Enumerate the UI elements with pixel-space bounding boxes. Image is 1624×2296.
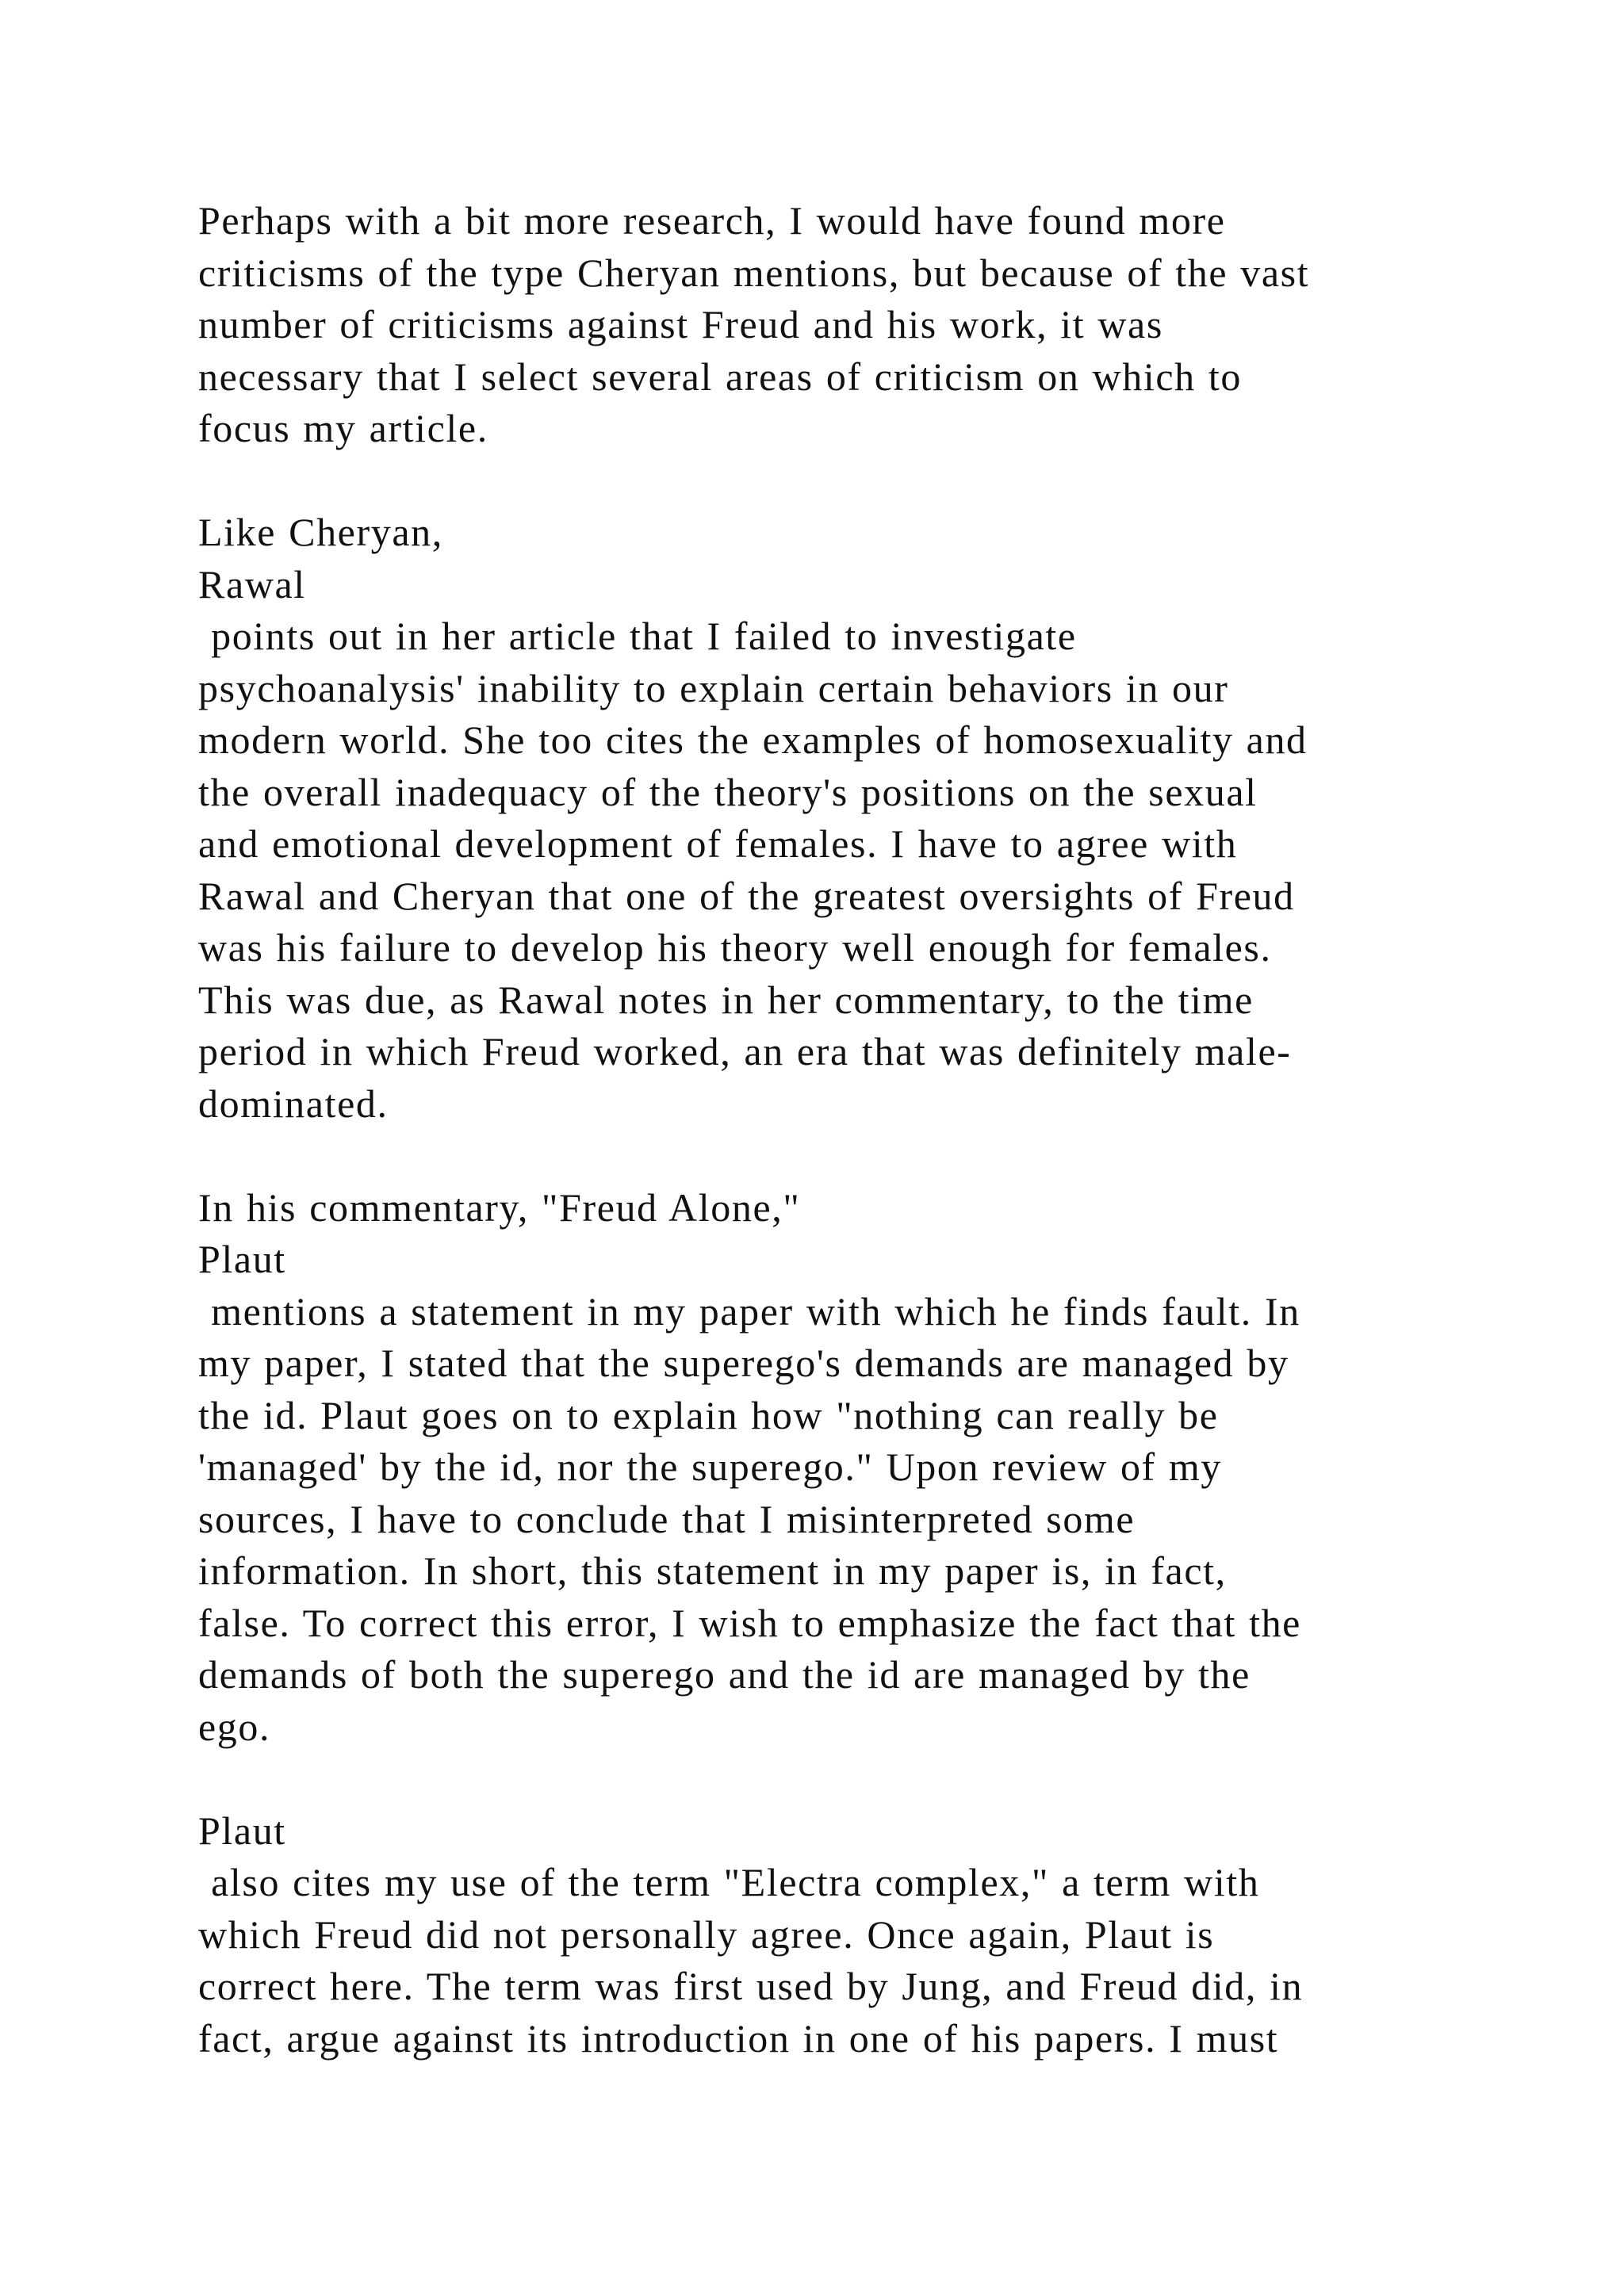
text-line: Rawal and Cheryan that one of the greatest oversights of Freud bbox=[198, 873, 1295, 918]
text-line: dominated. bbox=[198, 1081, 389, 1126]
paragraph-1 bbox=[198, 195, 1562, 455]
text-line: Like Cheryan, bbox=[198, 510, 443, 554]
text-line: mentions a statement in my paper with which he finds fault. In bbox=[198, 1288, 1300, 1334]
text-line: criticisms of the type Cheryan mentions, but because of the vast bbox=[198, 250, 1310, 295]
text-line: information. In short, this statement in my paper is, in fact, bbox=[198, 1548, 1227, 1593]
text-line: fact, argue against its introduction in one of his papers. I must bbox=[198, 2015, 1279, 2061]
text-line: 'managed' by the id, nor the superego." Upon review of my bbox=[198, 1445, 1222, 1489]
text-line: which Freud did not personally agree. Once again, Plaut is bbox=[198, 1911, 1215, 1957]
text-line: This was due, as Rawal notes in her commentary, to the time bbox=[198, 977, 1254, 1022]
text-line: false. To correct this error, I wish to emphasize the fact that the bbox=[198, 1600, 1301, 1645]
text-line: period in which Freud worked, an era that was definitely male- bbox=[198, 1029, 1292, 1073]
text-line: demands of both the superego and the id are managed by the bbox=[198, 1652, 1251, 1697]
paragraph-4 bbox=[198, 1805, 1562, 2065]
text-line: Plaut bbox=[198, 1237, 286, 1281]
paragraph-2 bbox=[198, 507, 1562, 1130]
paragraph-gap bbox=[198, 1753, 1562, 1805]
text-line: psychoanalysis' inability to explain certain behaviors in our bbox=[198, 665, 1229, 710]
text-line: correct here. The term was first used by Jung, and Freud did, in bbox=[198, 1964, 1304, 2008]
text-line: ego. bbox=[198, 1704, 271, 1749]
text-line: the overall inadequacy of the theory's positions on the sexual bbox=[198, 769, 1258, 814]
text-line: modern world. She too cites the examples of homosexuality and bbox=[198, 718, 1308, 762]
text-line: sources, I have to conclude that I misinterpreted some bbox=[198, 1496, 1136, 1541]
text-line: Rawal bbox=[198, 561, 306, 607]
text-line: my paper, I stated that the superego's demands are managed by bbox=[198, 1341, 1289, 1385]
text-line: was his failure to develop his theory well enough for females. bbox=[198, 925, 1272, 970]
text-line: points out in her article that I failed to investigate bbox=[198, 614, 1077, 658]
text-line: and emotional development of females. I have to agree with bbox=[198, 821, 1238, 866]
text-line: number of criticisms against Freud and his work, it was bbox=[198, 302, 1163, 346]
paragraph-3 bbox=[198, 1182, 1562, 1754]
text-line: Plaut bbox=[198, 1808, 286, 1853]
text-line: Perhaps with a bit more research, I would have found more bbox=[198, 198, 1226, 243]
paragraph-gap bbox=[198, 455, 1562, 507]
document-body bbox=[198, 195, 1562, 2064]
paragraph-gap bbox=[198, 1130, 1562, 1182]
text-line: necessary that I select several areas of criticism on which to bbox=[198, 354, 1242, 399]
text-line: the id. Plaut goes on to explain how "nothing can really be bbox=[198, 1392, 1219, 1437]
text-line: focus my article. bbox=[198, 406, 488, 450]
text-line: also cites my use of the term "Electra complex," a term with bbox=[198, 1860, 1260, 1904]
text-line: In his commentary, "Freud Alone," bbox=[198, 1184, 801, 1230]
